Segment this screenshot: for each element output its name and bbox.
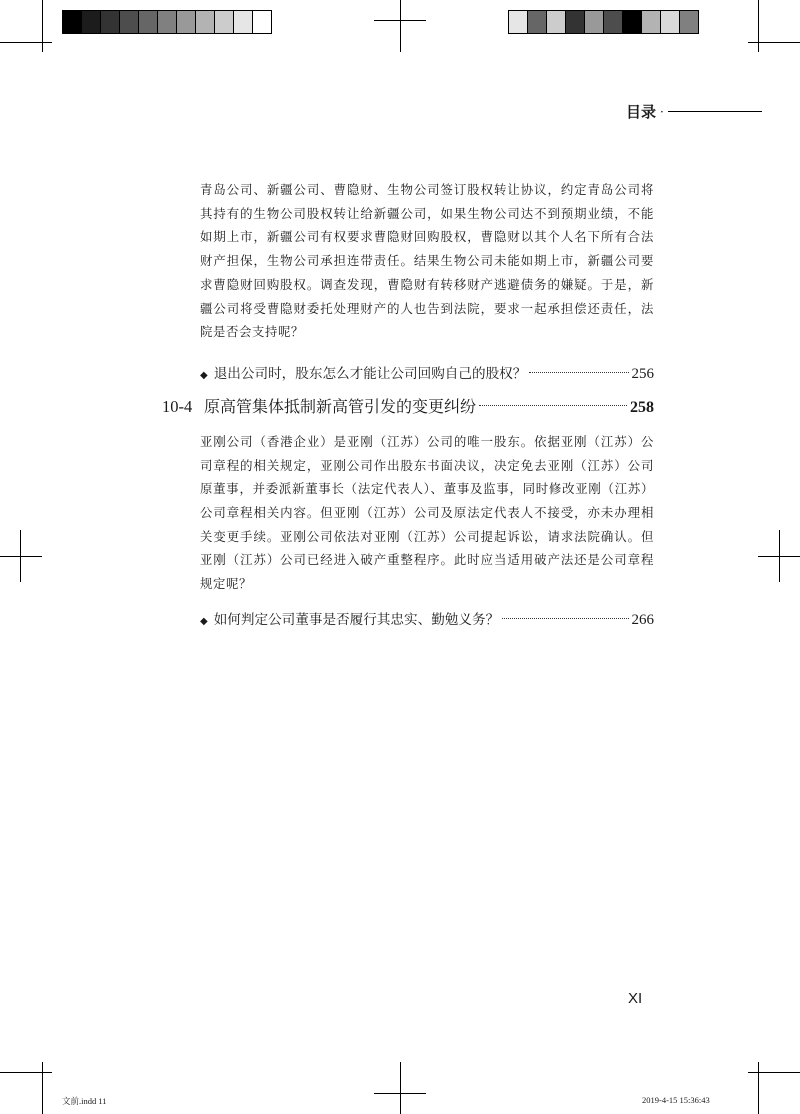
- case-summary-paragraph: 亚刚公司（香港企业）是亚刚（江苏）公司的唯一股东。依据亚刚（江苏）公司章程的相关规定，亚刚公司作出股东书面决议，决定免去亚刚（江苏）公司原董事，并委派新董事长（法定代表人）、董事及监事，同时修改亚刚（江苏）公司章程相关内容。但亚刚（江苏）公司及原法定代表人不接受，亦未办理相关变更手续。亚刚公司依法对亚刚（江苏）公司提起诉讼，请求法院确认。但亚刚（江苏）公司已经进入破产重整程序。此时应当适用破产法还是公司章程规定呢？: [200, 433, 654, 592]
- bullet-text: 退出公司时，股东怎么才能让公司回购自己的股权？: [213, 365, 527, 382]
- color-swatch: [63, 11, 82, 33]
- footer-file-info: 文前.indd 11: [62, 1096, 107, 1106]
- color-swatch: [139, 11, 158, 33]
- toc-content: [162, 178, 654, 636]
- diamond-bullet-icon: ◆: [200, 615, 208, 627]
- color-swatch: [623, 11, 642, 33]
- dot-leader: [479, 405, 627, 406]
- color-swatch: [604, 11, 623, 33]
- toc-bullet-entry[interactable]: [200, 604, 654, 636]
- page-number: 266: [631, 611, 654, 628]
- dot-leader: [529, 372, 628, 373]
- color-swatch: [528, 11, 547, 33]
- color-bar-left: [62, 10, 272, 34]
- color-swatch: [177, 11, 196, 33]
- section-number: 10-4: [162, 396, 193, 416]
- page-number-roman: XI: [628, 990, 643, 1007]
- color-swatch: [101, 11, 120, 33]
- case-summary-paragraph: 青岛公司、新疆公司、曹隐财、生物公司签订股权转让协议，约定青岛公司将其持有的生物公司股权转让给新疆公司，如果生物公司达不到预期业绩，不能如期上市，新疆公司有权要求曹隐财回购股权，曹隐财以其个人名下所有合法财产担保，生物公司承担连带责任。结果生物公司未能如期上市，新疆公司要求曹隐财回购股权。调查发现，曹隐财有转移财产逃避债务的嫌疑。于是，新疆公司将受曹隐财委托处理财产的人也告到法院，要求一起承担偿还责任，法院是否会支持呢？: [200, 182, 654, 340]
- header-dot: ·: [660, 104, 664, 119]
- color-swatch: [196, 11, 215, 33]
- page-number: 256: [631, 365, 654, 382]
- color-swatch: [158, 11, 177, 33]
- color-swatch: [120, 11, 139, 33]
- header-title: 目录: [626, 103, 657, 121]
- color-swatch: [585, 11, 604, 33]
- color-swatch: [509, 11, 528, 33]
- diamond-bullet-icon: ◆: [200, 369, 208, 381]
- color-swatch: [566, 11, 585, 33]
- color-bar-right: [508, 10, 699, 34]
- color-swatch: [642, 11, 661, 33]
- toc-section-entry[interactable]: [162, 390, 654, 424]
- dot-leader: [502, 618, 628, 619]
- toc-bullet-entry[interactable]: [200, 358, 654, 390]
- color-swatch: [680, 11, 698, 33]
- section-title: 原高管集体抵制新高管引发的变更纠纷: [204, 396, 477, 416]
- bullet-text: 如何判定公司董事是否履行其忠实、勤勉义务？: [213, 611, 500, 628]
- color-swatch: [215, 11, 234, 33]
- color-swatch: [253, 11, 271, 33]
- header-rule: [668, 111, 762, 112]
- page-number: 258: [630, 398, 654, 416]
- color-swatch: [661, 11, 680, 33]
- running-header: [626, 101, 762, 122]
- color-swatch: [547, 11, 566, 33]
- color-swatch: [234, 11, 253, 33]
- footer-timestamp: 2019-4-15 15:36:43: [642, 1095, 710, 1105]
- color-swatch: [82, 11, 101, 33]
